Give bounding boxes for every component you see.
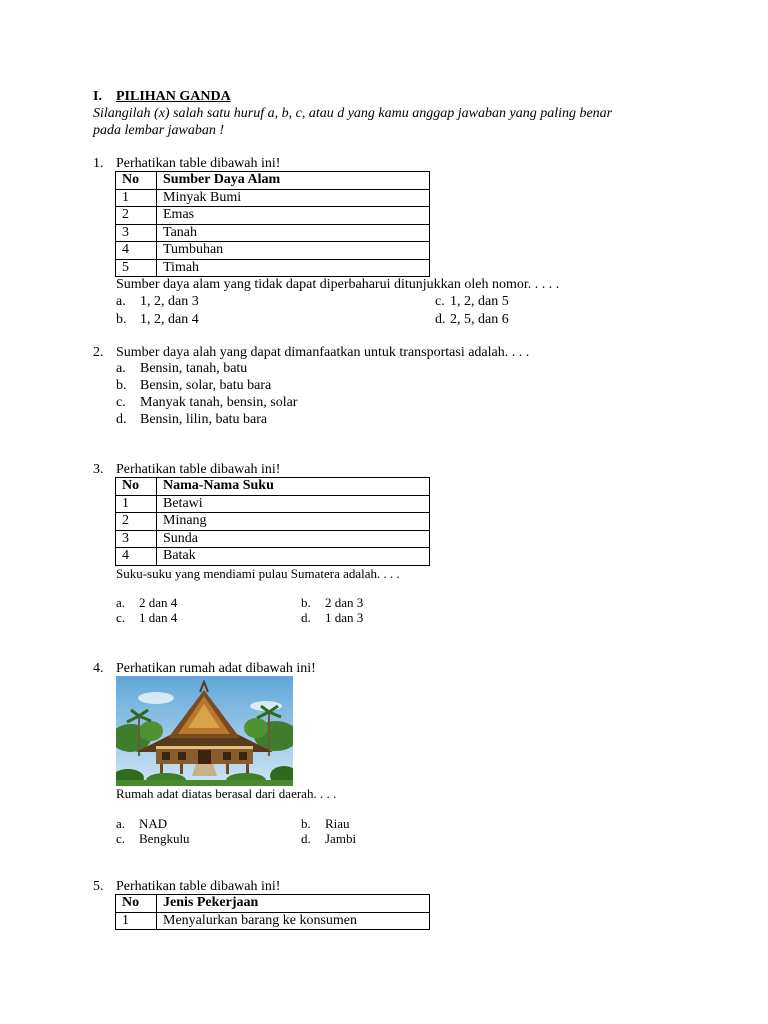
table-row [116, 189, 430, 207]
q1-option-a-text[interactable]: 1, 2, dan 3 [140, 294, 199, 309]
q4-option-b-text[interactable]: Riau [325, 816, 350, 831]
table-cell-no: 2 [116, 207, 157, 225]
table-row [116, 259, 430, 277]
q4-option-a-text[interactable]: NAD [139, 816, 168, 831]
table-cell-value: Tumbuhan [157, 242, 430, 260]
q1-prompt: Perhatikan table dibawah ini! [116, 156, 281, 171]
q1-option-d-text[interactable]: 2, 5, dan 6 [450, 312, 509, 327]
q2-option-b-letter[interactable]: b. [116, 378, 127, 393]
table-cell-no: 5 [116, 259, 157, 277]
q1-option-b-text[interactable]: 1, 2, dan 4 [140, 312, 199, 327]
table-header-tribe: Nama-Nama Suku [157, 478, 430, 496]
q3-option-c-letter[interactable]: c. [116, 610, 126, 625]
q2-number: 2. [93, 345, 104, 360]
q3-prompt: Perhatikan table dibawah ini! [116, 462, 281, 477]
q4-option-d-text[interactable]: Jambi [325, 831, 357, 846]
q4-prompt: Perhatikan rumah adat dibawah ini! [116, 661, 316, 676]
table-row [116, 207, 430, 225]
q3-option-a-letter[interactable]: a. [116, 595, 126, 610]
instruction-line-1: Silangilah (x) salah satu huruf a, b, c, atau d yang kamu anggap jawaban yang paling benar [93, 106, 613, 121]
table-header-row [116, 172, 430, 190]
q1-question: Sumber daya alam yang tidak dapat diperbaharui ditunjukkan oleh nomor. . . . . [116, 277, 560, 292]
table-header-no: No [116, 172, 157, 190]
table-row [116, 513, 430, 531]
table-row [116, 224, 430, 242]
table-cell-value: Sunda [157, 530, 430, 548]
q4-option-c-text[interactable]: Bengkulu [139, 831, 190, 846]
table-cell-no: 3 [116, 530, 157, 548]
q5-table [115, 894, 430, 930]
table-row [116, 495, 430, 513]
q4-number: 4. [93, 661, 104, 676]
table-cell-no: 2 [116, 513, 157, 531]
section-number: I. [93, 89, 102, 104]
table-header-no: No [116, 895, 157, 913]
q2-option-a-text[interactable]: Bensin, tanah, batu [140, 361, 248, 376]
table-cell-no: 1 [116, 912, 157, 930]
q3-option-d-text[interactable]: 1 dan 3 [325, 610, 364, 625]
q5-prompt: Perhatikan table dibawah ini! [116, 879, 281, 894]
q2-option-d-letter[interactable]: d. [116, 412, 127, 427]
q3-option-a-text[interactable]: 2 dan 4 [139, 595, 178, 610]
q1-option-c-text[interactable]: 1, 2, dan 5 [450, 294, 509, 309]
table-header-no: No [116, 478, 157, 496]
q2-option-d-text[interactable]: Bensin, lilin, batu bara [140, 412, 268, 427]
q5-number: 5. [93, 879, 104, 894]
q3-question: Suku-suku yang mendiami pulau Sumatera adalah. . . . [116, 566, 400, 581]
table-header-row [116, 478, 430, 496]
q3-option-c-text[interactable]: 1 dan 4 [139, 610, 178, 625]
q4-option-a-letter[interactable]: a. [116, 816, 126, 831]
table-cell-no: 4 [116, 548, 157, 566]
q1-option-b-letter[interactable]: b. [116, 312, 127, 327]
table-row [116, 912, 430, 930]
q4-option-c-letter[interactable]: c. [116, 831, 126, 846]
table-cell-value: Betawi [157, 495, 430, 513]
table-cell-value: Tanah [157, 224, 430, 242]
table-cell-no: 3 [116, 224, 157, 242]
table-row [116, 530, 430, 548]
q3-option-b-letter[interactable]: b. [301, 595, 311, 610]
table-cell-no: 1 [116, 189, 157, 207]
q1-option-a-letter[interactable]: a. [116, 294, 126, 309]
q2-option-b-text[interactable]: Bensin, solar, batu bara [140, 378, 272, 393]
table-cell-value: Menyalurkan barang ke konsumen [157, 912, 430, 930]
q2-option-c-text[interactable]: Manyak tanah, bensin, solar [140, 395, 298, 410]
table-cell-no: 4 [116, 242, 157, 260]
q3-number: 3. [93, 462, 104, 477]
table-cell-value: Timah [157, 259, 430, 277]
q1-option-c-letter[interactable]: c. [435, 294, 445, 309]
instruction-line-2: pada lembar jawaban ! [93, 123, 225, 138]
q1-table [115, 171, 430, 277]
q3-option-d-letter[interactable]: d. [301, 610, 311, 625]
q4-question: Rumah adat diatas berasal dari daerah. . . . [116, 786, 337, 801]
q1-number: 1. [93, 156, 104, 171]
q3-table [115, 477, 430, 566]
table-header-job: Jenis Pekerjaan [157, 895, 430, 913]
table-cell-value: Batak [157, 548, 430, 566]
table-row [116, 548, 430, 566]
table-header-row [116, 895, 430, 913]
q2-option-c-letter[interactable]: c. [116, 395, 126, 410]
traditional-house-image [116, 676, 293, 786]
q3-option-b-text[interactable]: 2 dan 3 [325, 595, 364, 610]
table-cell-value: Minyak Bumi [157, 189, 430, 207]
q2-prompt: Sumber daya alah yang dapat dimanfaatkan untuk transportasi adalah. . . . [116, 345, 530, 360]
q2-option-a-letter[interactable]: a. [116, 361, 126, 376]
q1-option-d-letter[interactable]: d. [435, 312, 446, 327]
table-row [116, 242, 430, 260]
table-cell-value: Minang [157, 513, 430, 531]
table-cell-no: 1 [116, 495, 157, 513]
section-title: PILIHAN GANDA [116, 89, 231, 104]
table-cell-value: Emas [157, 207, 430, 225]
q4-option-b-letter[interactable]: b. [301, 816, 311, 831]
q4-option-d-letter[interactable]: d. [301, 831, 311, 846]
table-header-resource: Sumber Daya Alam [157, 172, 430, 190]
